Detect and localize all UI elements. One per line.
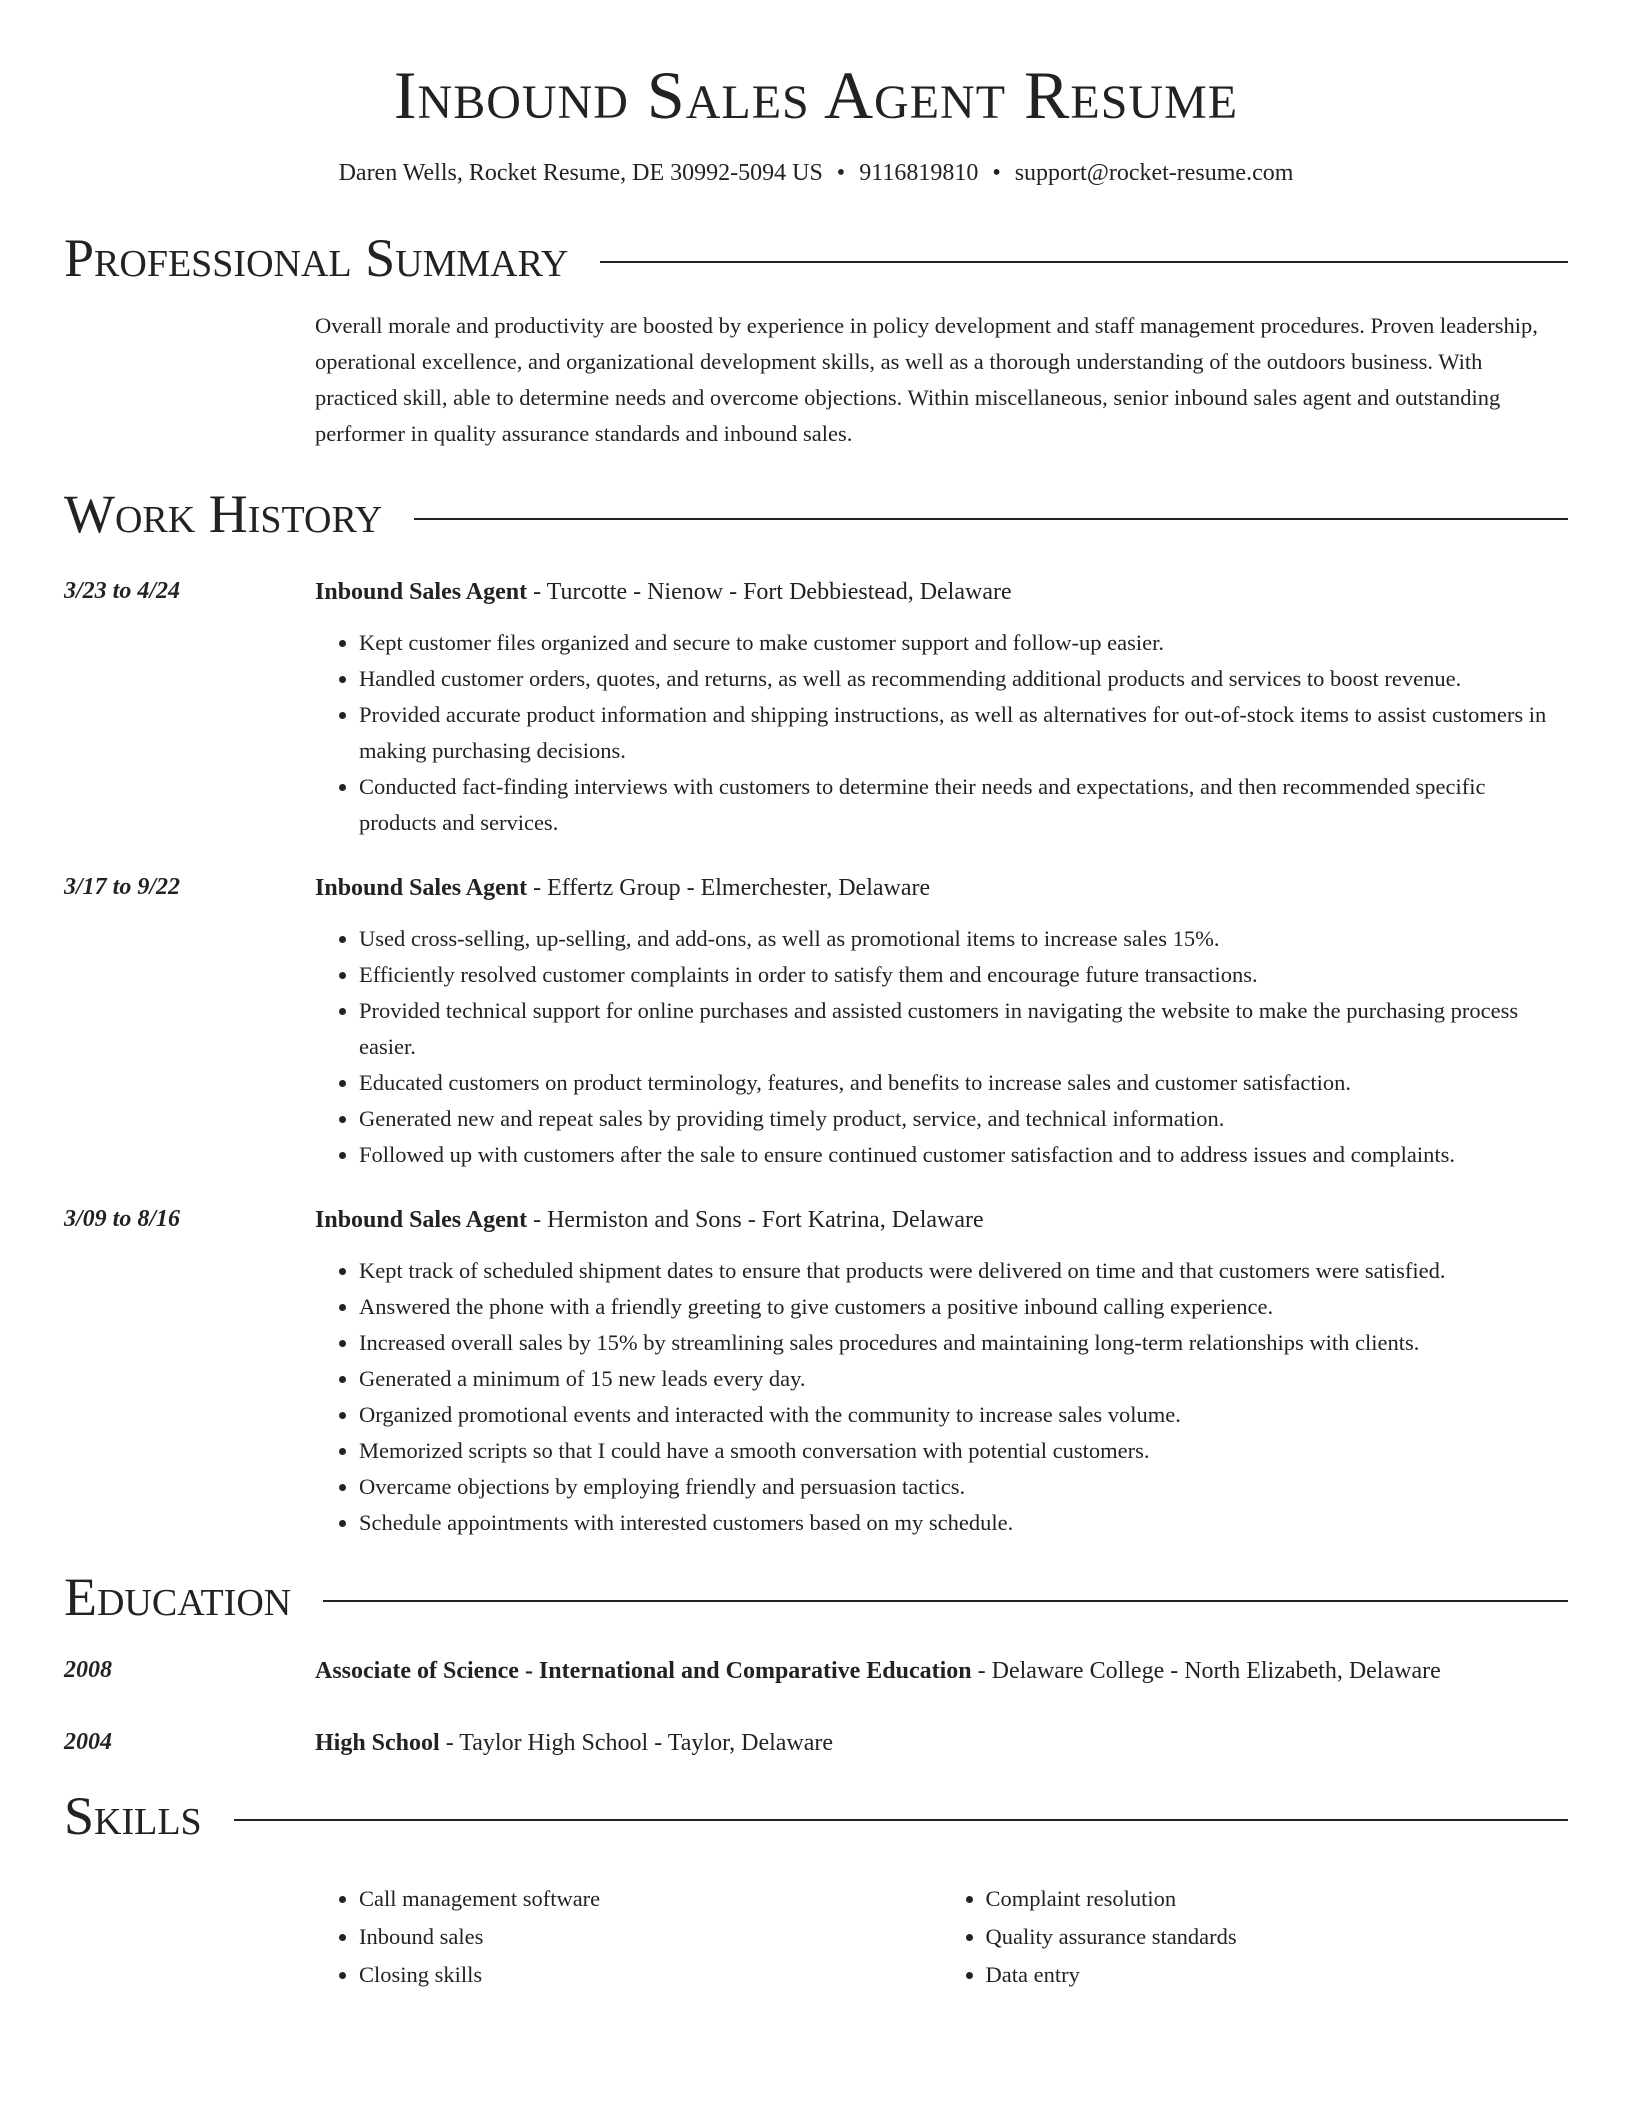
job-bullet: • Overcame objections by employing friendly and persuasion tactics. xyxy=(359,1469,1568,1505)
section-divider xyxy=(600,261,1568,263)
job-bullet: • Schedule appointments with interested customers based on my schedule. xyxy=(359,1505,1568,1541)
job-bullet: • Provided accurate product information and shipping instructions, as well as alternatives for out-of-stock items to assist customers in making purchasing decisions. xyxy=(359,697,1568,769)
job-bullet: • Conducted fact-finding interviews with customers to determine their needs and expectations, and then recommended specific products and services. xyxy=(359,769,1568,841)
education-degree: High School xyxy=(315,1729,440,1756)
job-role-line xyxy=(315,573,1568,611)
job-bullet: • Increased overall sales by 15% by streamlining sales procedures and maintaining long-term relationships with clients. xyxy=(359,1325,1568,1361)
summary-text: Overall morale and productivity are boosted by experience in policy development and staff management procedures. Proven leadership, operational excellence, and organizational development skills, as well as a thorough understanding of the outdoors business. With practiced skill, able to determine needs and overcome objections. Within miscellaneous, senior inbound sales agent and outstanding performer in quality assurance standards and inbound sales. xyxy=(315,313,1538,447)
education-degree: Associate of Science - International and Comparative Education xyxy=(315,1657,972,1684)
skill-item: • Call management software xyxy=(359,1880,942,1918)
section-divider xyxy=(234,1819,1568,1821)
education-list xyxy=(64,1652,1568,1762)
job-bullet: • Memorized scripts so that I could have a smooth conversation with potential customers. xyxy=(359,1433,1568,1469)
education-line xyxy=(315,1652,1568,1690)
education-entry xyxy=(64,1652,1568,1690)
job-bullets xyxy=(315,625,1568,841)
job-role-line xyxy=(315,1201,1568,1239)
job-details: - Hermiston and Sons - Fort Katrina, Delaware xyxy=(527,1206,984,1233)
work-heading: Work History xyxy=(64,484,383,545)
job-bullet: • Provided technical support for online purchases and assisted customers in navigating the website to make the purchasing process easier. xyxy=(359,993,1568,1065)
job-body xyxy=(315,869,1568,1173)
job-dates: 3/09 to 8/16 xyxy=(64,1205,181,1232)
education-body xyxy=(315,1724,1568,1762)
education-details: - Taylor High School - Taylor, Delaware xyxy=(439,1729,834,1756)
section-divider xyxy=(414,518,1568,520)
job-bullet: • Answered the phone with a friendly greeting to give customers a positive inbound calling experience. xyxy=(359,1289,1568,1325)
job-bullets xyxy=(315,1253,1568,1541)
education-details: - Delaware College - North Elizabeth, Delaware xyxy=(971,1657,1441,1684)
job-title: Inbound Sales Agent xyxy=(315,874,528,901)
section-divider xyxy=(323,1600,1568,1602)
skills-section-header xyxy=(64,1785,1568,1846)
skills-column-right xyxy=(942,1880,1569,1994)
job-details: - Effertz Group - Elmerchester, Delaware xyxy=(527,874,931,901)
job-body xyxy=(315,1201,1568,1541)
work-history-list xyxy=(64,573,1568,1541)
job-bullet: • Used cross-selling, up-selling, and add-ons, as well as promotional items to increase sales 15%. xyxy=(359,921,1568,957)
contact-address: Daren Wells, Rocket Resume, DE 30992-5094 US xyxy=(338,159,823,186)
job-details: - Turcotte - Nienow - Fort Debbiestead, Delaware xyxy=(527,578,1012,605)
education-line xyxy=(315,1724,1568,1762)
job-role-line xyxy=(315,869,1568,907)
contact-phone: 9116819810 xyxy=(859,159,979,186)
skill-item: • Closing skills xyxy=(359,1956,942,1994)
summary-heading: Professional Summary xyxy=(64,227,569,288)
job-entry xyxy=(64,1201,1568,1541)
job-bullets xyxy=(315,921,1568,1173)
contact-line xyxy=(64,159,1568,188)
contact-separator: • xyxy=(992,159,1001,186)
skills-column-left xyxy=(315,1880,942,1994)
education-entry xyxy=(64,1724,1568,1762)
job-bullet: • Educated customers on product terminology, features, and benefits to increase sales and customer satisfaction. xyxy=(359,1065,1568,1101)
job-bullet: • Kept customer files organized and secure to make customer support and follow-up easier. xyxy=(359,625,1568,661)
job-title: Inbound Sales Agent xyxy=(315,578,528,605)
job-entry xyxy=(64,573,1568,841)
work-section-header xyxy=(64,486,1568,543)
skill-item: • Quality assurance standards xyxy=(986,1918,1569,1956)
contact-separator: • xyxy=(836,159,846,186)
education-heading: Education xyxy=(64,1566,292,1627)
skill-item: • Complaint resolution xyxy=(986,1880,1569,1918)
contact-email: support@rocket-resume.com xyxy=(1014,159,1294,186)
job-bullet: • Efficiently resolved customer complaints in order to satisfy them and encourage future transactions. xyxy=(359,957,1568,993)
job-body xyxy=(315,573,1568,841)
resume-page xyxy=(64,0,1568,1994)
job-title: Inbound Sales Agent xyxy=(315,1206,528,1233)
education-year: 2004 xyxy=(64,1728,112,1755)
education-section-header xyxy=(64,1566,1568,1627)
job-bullet: • Organized promotional events and interacted with the community to increase sales volume. xyxy=(359,1397,1568,1433)
education-year: 2008 xyxy=(64,1656,112,1683)
summary-section-header xyxy=(64,227,1568,288)
skills-heading: Skills xyxy=(64,1785,202,1846)
skill-item: • Inbound sales xyxy=(359,1918,942,1956)
job-entry xyxy=(64,869,1568,1173)
education-body xyxy=(315,1652,1568,1690)
skills-grid xyxy=(315,1880,1568,1994)
job-dates: 3/23 to 4/24 xyxy=(64,577,181,604)
job-bullet: • Followed up with customers after the sale to ensure continued customer satisfaction and to address issues and complaints. xyxy=(359,1137,1568,1173)
job-bullet: • Generated a minimum of 15 new leads every day. xyxy=(359,1361,1568,1397)
job-bullet: • Generated new and repeat sales by providing timely product, service, and technical information. xyxy=(359,1101,1568,1137)
job-dates: 3/17 to 9/22 xyxy=(64,873,181,900)
job-bullet: • Kept track of scheduled shipment dates to ensure that products were delivered on time and that customers were satisfied. xyxy=(359,1253,1568,1289)
skill-item: • Data entry xyxy=(986,1956,1569,1994)
page-title: Inbound Sales Agent Resume xyxy=(393,57,1239,133)
job-bullet: • Handled customer orders, quotes, and returns, as well as recommending additional products and services to boost revenue. xyxy=(359,661,1568,697)
